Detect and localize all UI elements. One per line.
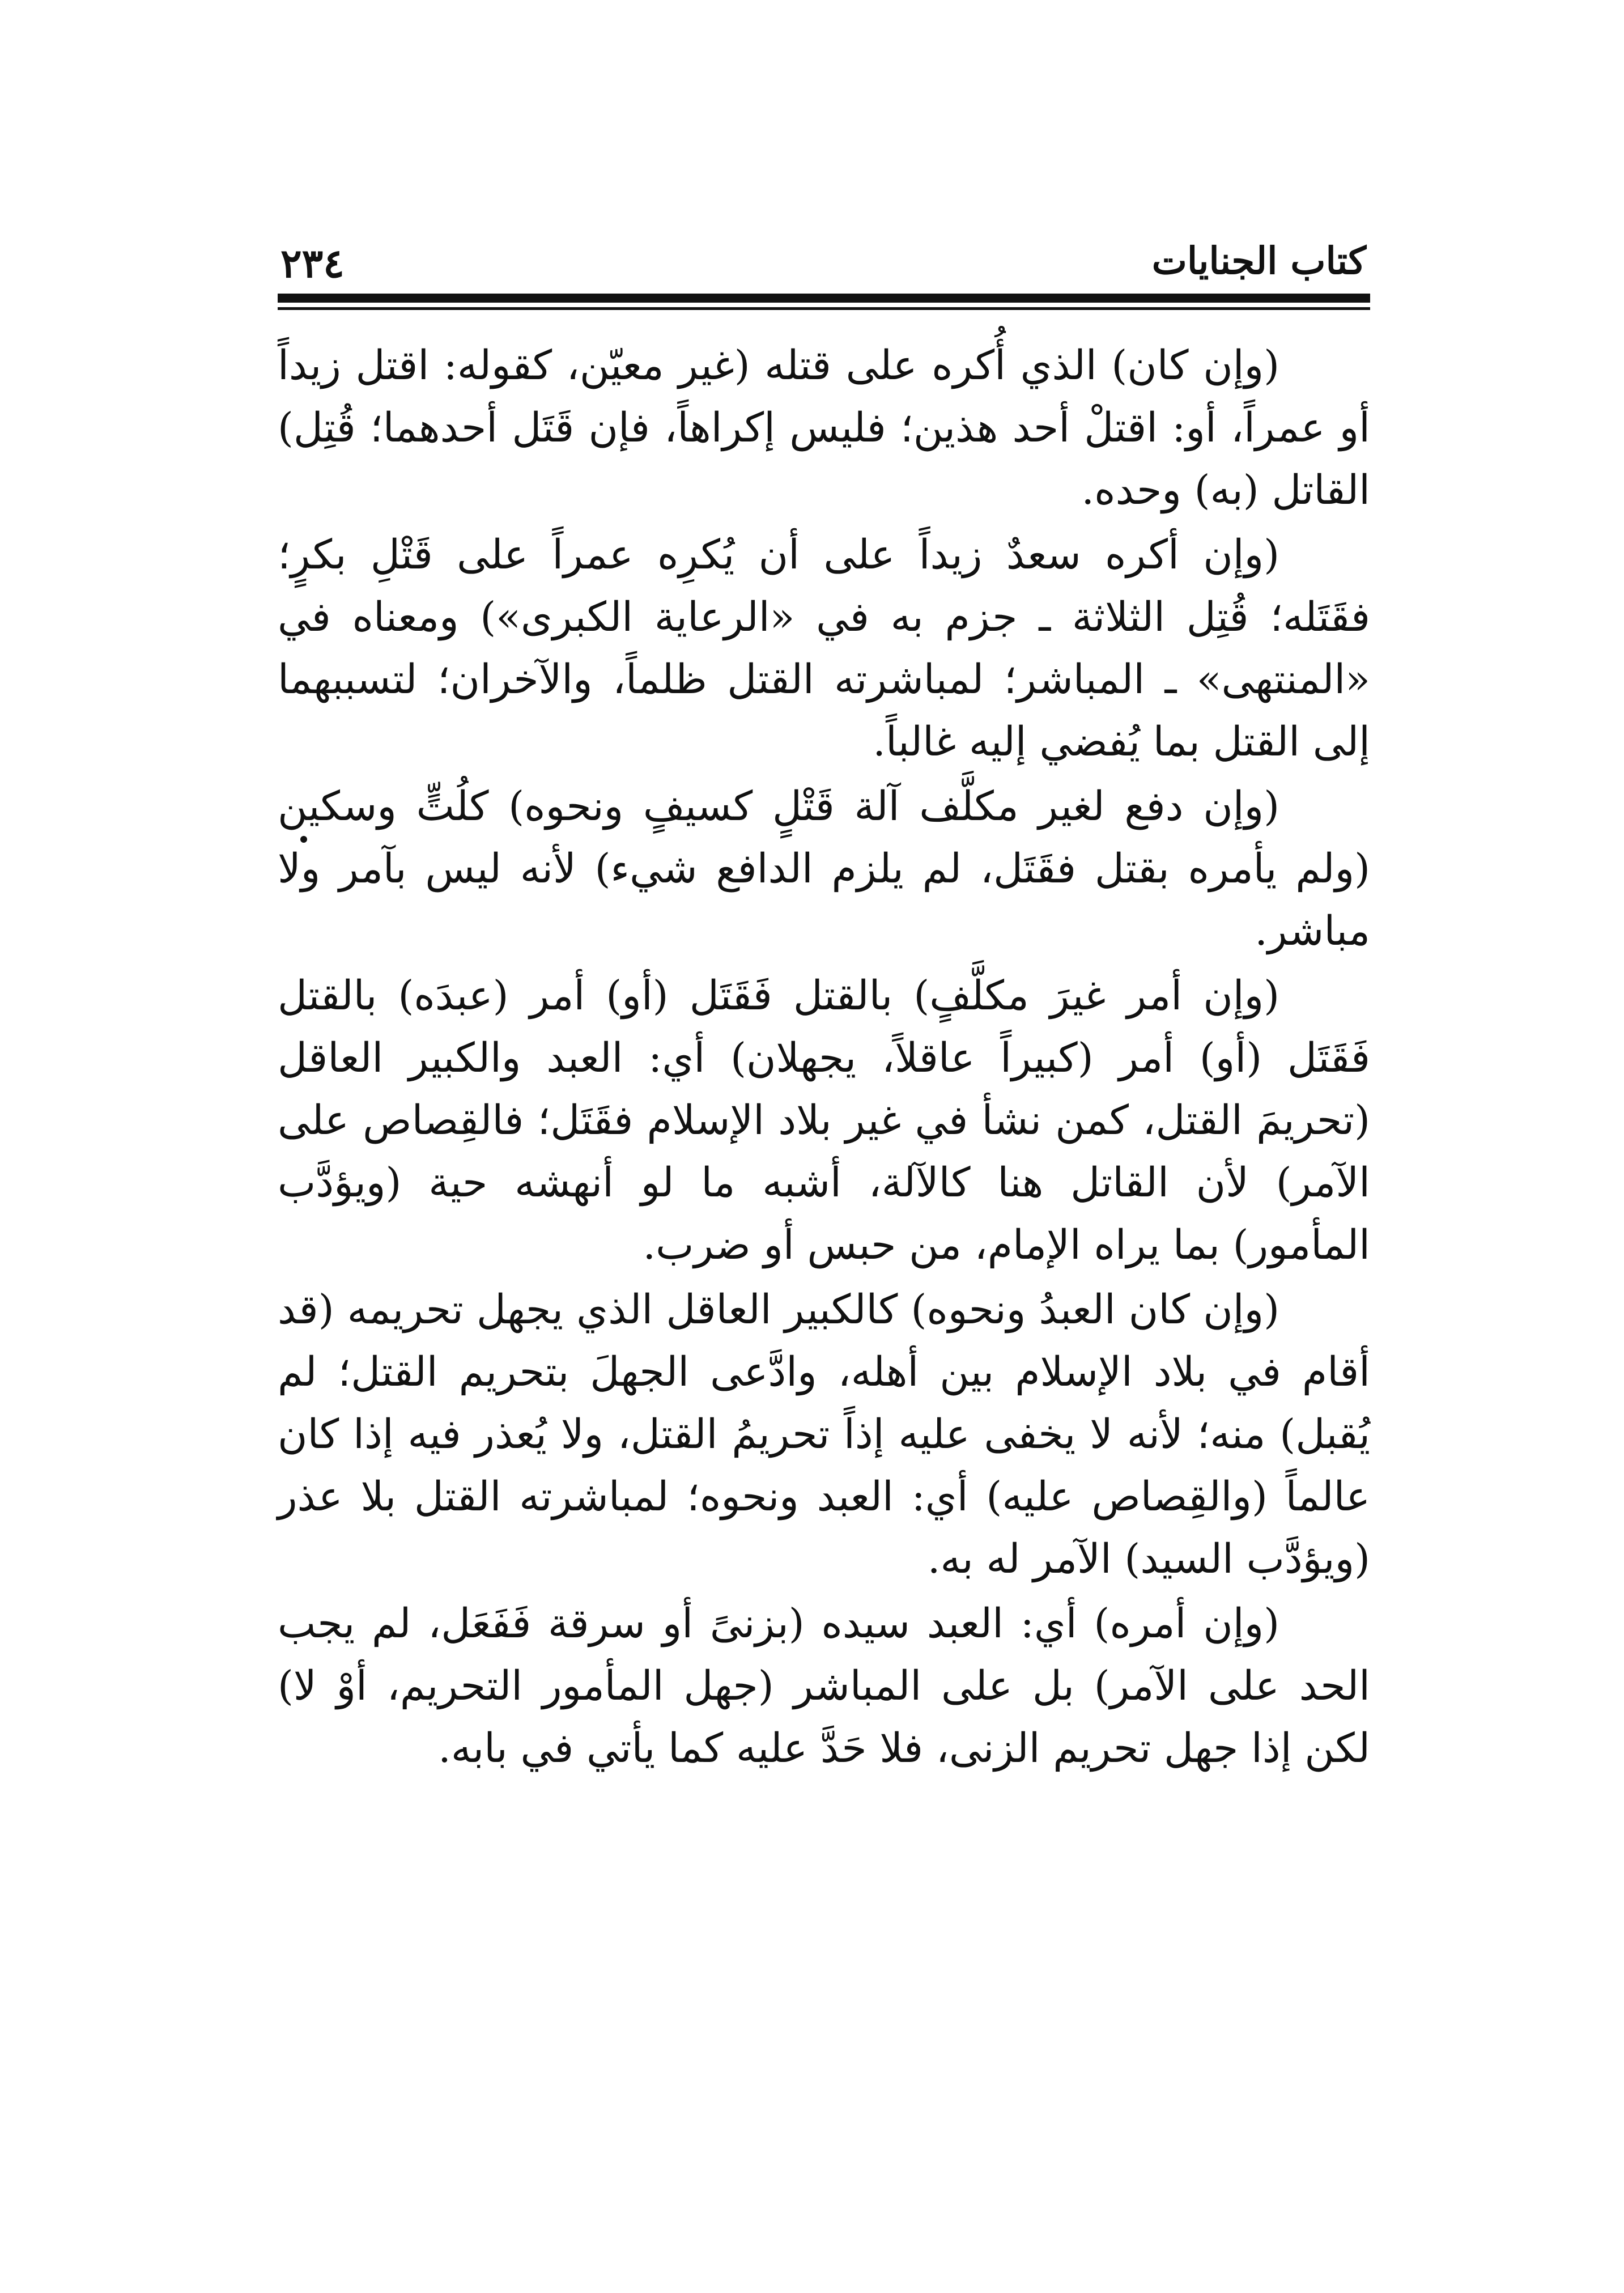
body-text	[278, 334, 1370, 1780]
paragraph-5: (وإن كان العبدُ ونحوه) كالكبير العاقل الذي يجهل تحريمه (قد أقام في بلاد الإسلام بين أهله، وادَّعى الجهلَ بتحريم القتل؛ لم يُقبل) منه؛ لأنه لا يخفى عليه إذاً تحريمُ القتل، ولا يُعذر فيه إذا كان عالماً (والقِصاص عليه) أي: العبد ونحوه؛ لمباشرته القتل بلا عذر (ويؤدَّب السيد) الآمر له به.	[278, 1286, 1370, 1582]
header-rule-thin	[278, 307, 1370, 310]
stray-dot	[300, 836, 307, 843]
paragraph-1: (وإن كان) الذي أُكره على قتله (غير معيّن، كقوله: اقتل زيداً أو عمراً، أو: اقتلْ أحد هذين؛ فليس إكراهاً، فإن قَتَل أحدهما؛ قُتِل) القاتل (به) وحده.	[278, 342, 1370, 513]
page-number: ٢٣٤	[280, 240, 345, 287]
chapter-title: كتاب الجنايات	[1151, 239, 1366, 283]
paragraph-4: (وإن أمر غيرَ مكلَّفٍ) بالقتل فَقَتَل (أو) أمر (عبدَه) بالقتل فَقَتَل (أو) أمر (كبيراً عاقلاً، يجهلان) أي: العبد والكبير العاقل (تحريمَ القتل، كمن نشأ في غير بلاد الإسلام فقَتَل؛ فالقِصاص على الآمر) لأن القاتل هنا كالآلة، أشبه ما لو أنهشه حية (ويؤدَّب المأمور) بما يراه الإمام، من حبس أو ضرب.	[278, 972, 1370, 1268]
page-header	[0, 235, 1624, 292]
paragraph-6: (وإن أمره) أي: العبد سيده (بزنىً أو سرقة فَفَعَل، لم يجب الحد على الآمر) بل على المباشر (جهل المأمور التحريم، أوْ لا) لكن إذا جهل تحريم الزنى، فلا حَدَّ عليه كما يأتي في بابه.	[278, 1600, 1370, 1772]
paragraph-2: (وإن أكره سعدٌ زيداً على أن يُكرِه عمراً على قَتْلِ بكرٍ؛ فقَتَله؛ قُتِل الثلاثة ـ جزم به في «الرعاية الكبرى») ومعناه في «المنتهى» ـ المباشر؛ لمباشرته القتل ظلماً، والآخران؛ لتسببهما إلى القتل بما يُفضي إليه غالباً.	[278, 531, 1370, 765]
header-rule-thick	[278, 294, 1370, 303]
paragraph-3: (وإن دفع لغير مكلَّف آلة قَتْلٍ كسيفٍ ونحوه) كلُتٍّ وسكين (ولم يأمره بقتل فقَتَل، لم يلزم الدافع شيء) لأنه ليس بآمر ولا مباشر.	[278, 783, 1370, 954]
